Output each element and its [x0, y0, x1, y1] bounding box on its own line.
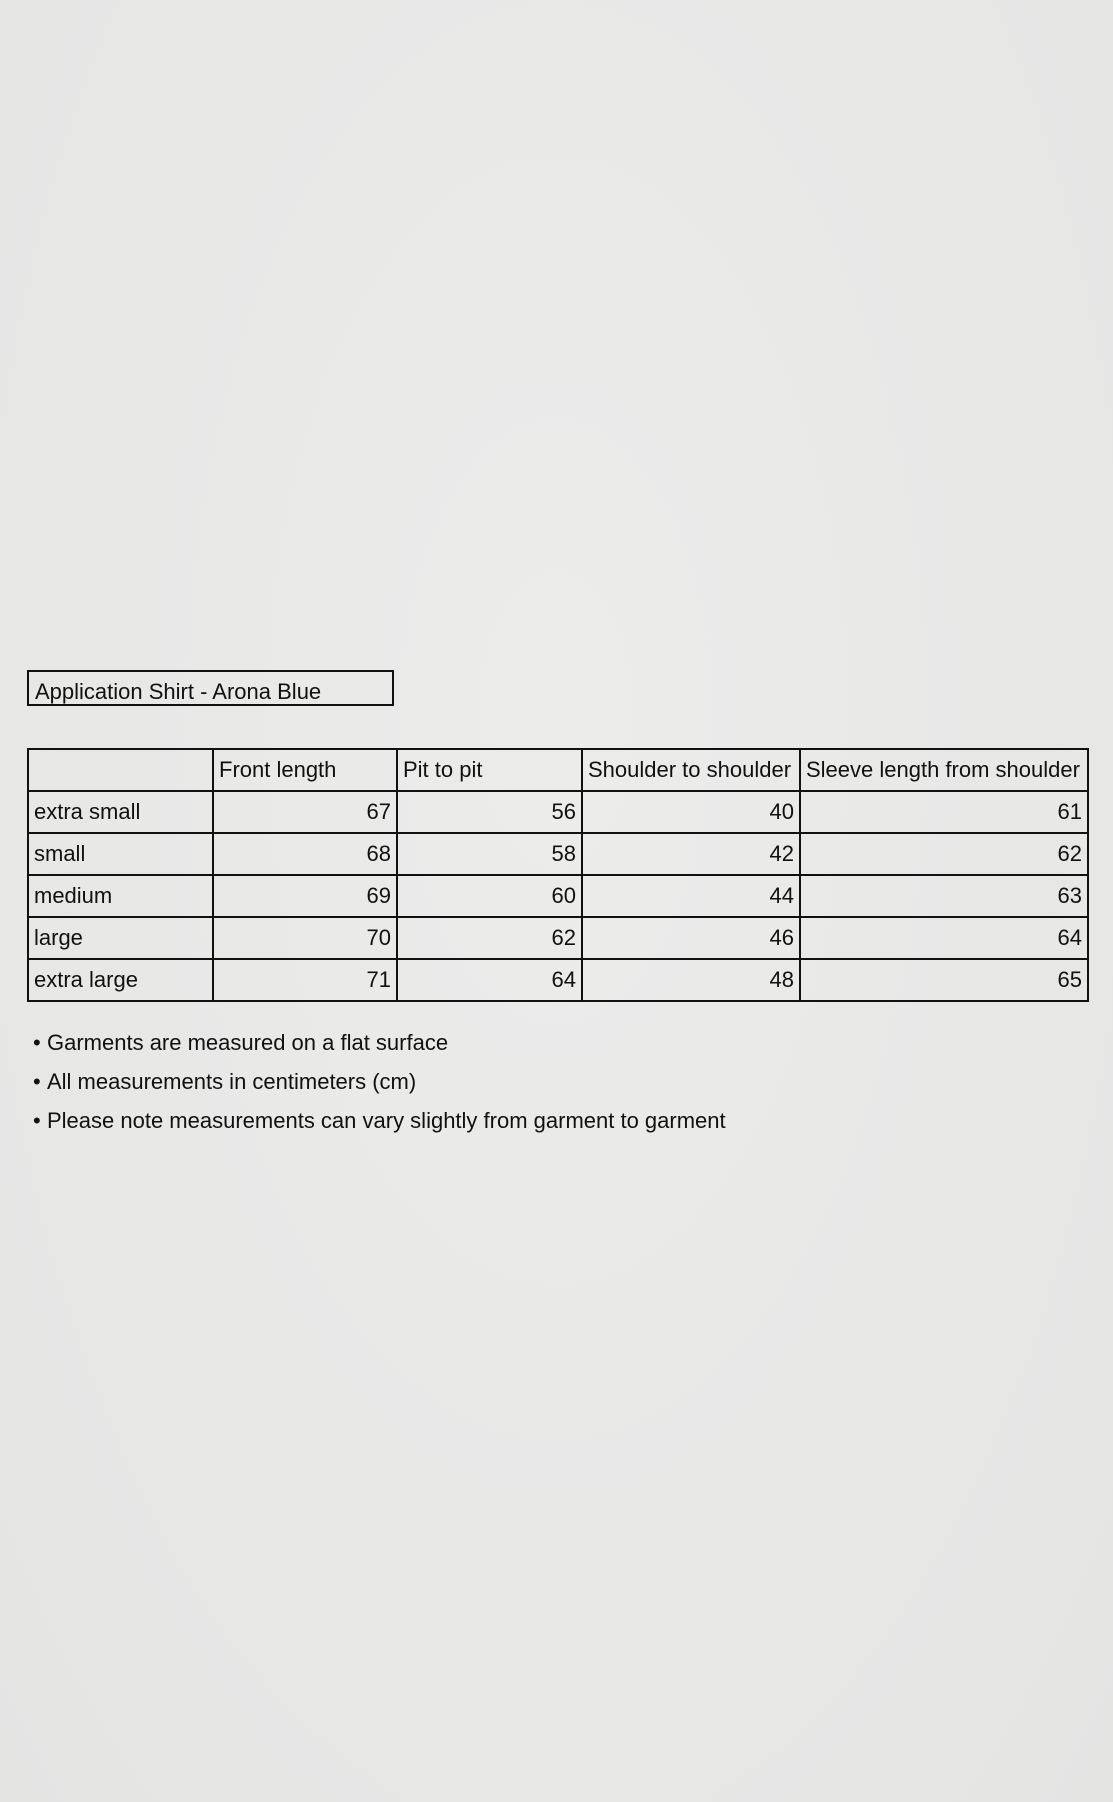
- sleeve-length-value: 63: [800, 875, 1088, 917]
- shoulder-value: 44: [582, 875, 800, 917]
- shoulder-value: 40: [582, 791, 800, 833]
- sleeve-length-value: 62: [800, 833, 1088, 875]
- pit-to-pit-value: 64: [397, 959, 582, 1001]
- front-length-value: 69: [213, 875, 397, 917]
- header-front-length: Front length: [213, 749, 397, 791]
- pit-to-pit-value: 60: [397, 875, 582, 917]
- shoulder-value: 48: [582, 959, 800, 1001]
- shoulder-value: 42: [582, 833, 800, 875]
- front-length-value: 70: [213, 917, 397, 959]
- table-row: [28, 875, 1088, 917]
- pit-to-pit-value: 58: [397, 833, 582, 875]
- pit-to-pit-value: 56: [397, 791, 582, 833]
- sleeve-length-value: 65: [800, 959, 1088, 1001]
- size-label: large: [28, 917, 213, 959]
- size-label: extra small: [28, 791, 213, 833]
- front-length-value: 68: [213, 833, 397, 875]
- shoulder-value: 46: [582, 917, 800, 959]
- note-item: [33, 1062, 726, 1101]
- header-pit-to-pit: Pit to pit: [397, 749, 582, 791]
- table-row: [28, 917, 1088, 959]
- header-sleeve-length: Sleeve length from shoulder: [800, 749, 1088, 791]
- product-title: Application Shirt - Arona Blue: [27, 670, 394, 706]
- bullet-icon: •: [33, 1069, 41, 1094]
- header-shoulder-to-shoulder: Shoulder to shoulder: [582, 749, 800, 791]
- header-cell-empty: [28, 749, 213, 791]
- note-text: All measurements in centimeters (cm): [47, 1069, 417, 1094]
- size-label: small: [28, 833, 213, 875]
- front-length-value: 71: [213, 959, 397, 1001]
- sleeve-length-value: 64: [800, 917, 1088, 959]
- note-item: [33, 1101, 726, 1140]
- table-row: [28, 959, 1088, 1001]
- bullet-icon: •: [33, 1108, 41, 1133]
- size-label: medium: [28, 875, 213, 917]
- sleeve-length-value: 61: [800, 791, 1088, 833]
- note-text: Garments are measured on a flat surface: [47, 1030, 449, 1055]
- table-row: [28, 791, 1088, 833]
- size-label: extra large: [28, 959, 213, 1001]
- pit-to-pit-value: 62: [397, 917, 582, 959]
- size-chart-table: [27, 748, 1089, 1002]
- table-header-row: [28, 749, 1088, 791]
- bullet-icon: •: [33, 1030, 41, 1055]
- front-length-value: 67: [213, 791, 397, 833]
- note-text: Please note measurements can vary slightly from garment to garment: [47, 1108, 726, 1133]
- table-row: [28, 833, 1088, 875]
- note-item: [33, 1023, 726, 1062]
- measurement-notes: [33, 1023, 726, 1140]
